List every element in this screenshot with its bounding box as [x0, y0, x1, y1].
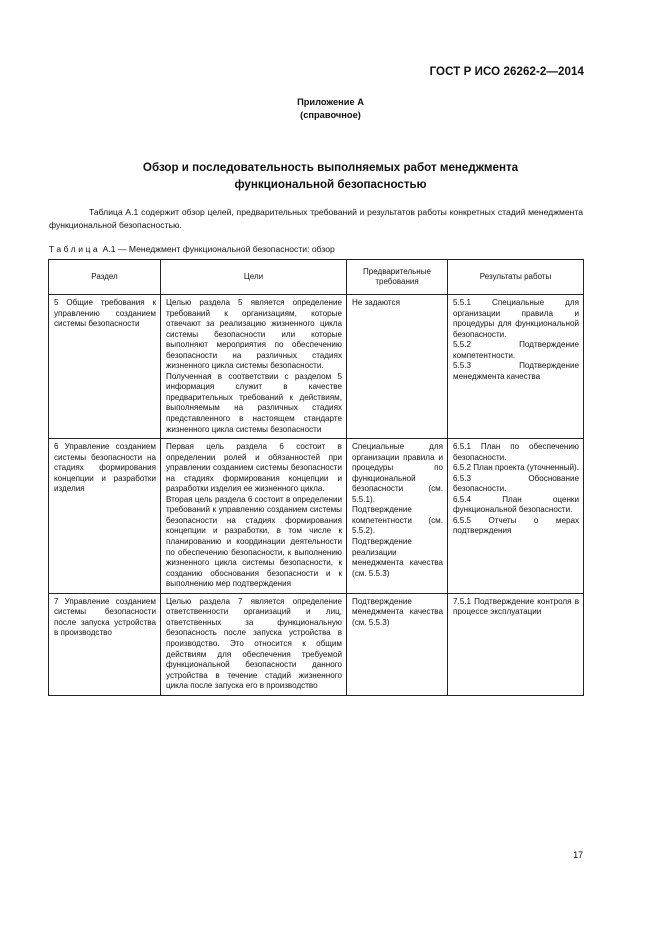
prerequisite-item: Не задаются: [352, 298, 400, 307]
prerequisite-item: Подтверждение менеджмента качества (см. 5.5.3): [352, 596, 443, 627]
goals-cell: [161, 593, 347, 695]
intro-paragraph: Таблица А.1 содержит обзор целей, предварительных требований и результатов работы конкретных стадий менеджмента функциональной безопасностью.: [49, 207, 583, 230]
section-cell: 7 Управление созданием системы безопасности после запуска устройства в производство: [49, 593, 161, 695]
header-section: Раздел: [49, 260, 161, 295]
goal-paragraph: Целью раздела 5 является определение требований к организациям, которые отвечают за реализацию жизненного цикла системы безопасности или которые выполняют мероприятия по обеспечению безопасности на различных стадиях жизненного цикла системы безопасности.: [166, 298, 342, 371]
prerequisite-item: Подтверждение компетентности (см. 5.5.2).: [352, 505, 443, 536]
result-item: 5.5.1 Специальные для организации правила и процедуры для функциональной безопасности.: [453, 298, 579, 339]
prerequisite-item: Подтверждение реализации менеджмента качества (см. 5.5.3): [352, 537, 443, 578]
prerequisites-cell: [347, 295, 448, 439]
section-cell: 6 Управление созданием системы безопасности на стадиях формирования концепции и разработки изделия: [49, 439, 161, 594]
result-item: 5.5.3 Подтверждение менеджмента качества: [453, 361, 579, 381]
result-item: 7.5.1 Подтверждение контроля в процессе эксплуатации: [453, 596, 579, 617]
header-goals: Цели: [161, 260, 347, 295]
page-number: 17: [573, 850, 583, 860]
appendix-heading: [0, 96, 661, 121]
standard-code: ГОСТ Р ИСО 26262-2—2014: [429, 66, 584, 78]
result-item: 6.5.2 План проекта (уточненный).: [453, 463, 579, 473]
page-title: [0, 160, 661, 193]
table-header-row: [49, 260, 584, 295]
prerequisite-item: Специальные для организации правила и процедуры по функциональной безопасности (см. 5.5.1).: [352, 442, 443, 504]
result-item: 6.5.3 Обоснование безопасности.: [453, 473, 579, 494]
goal-paragraph: Целью раздела 7 является определение ответственности организаций и лиц, ответственных за функциональную безопасность после запуска устройства в производство. Это относится к общим действиям для обеспечения требуемой функциональной безопасности данного устройства в течение стадий жизненного цикла после запуска его в производство: [166, 596, 342, 691]
appendix-subtitle: (справочное): [300, 109, 361, 120]
section-cell: 5 Общие требования к управлению созданием системы безопасности: [49, 295, 161, 439]
results-cell: [448, 295, 584, 439]
result-item: 6.5.1 План по обеспечению безопасности.: [453, 442, 579, 462]
results-cell: [448, 593, 584, 695]
prerequisites-cell: [347, 439, 448, 594]
result-item: 5.5.2 Подтверждение компетентности.: [453, 340, 579, 360]
table-caption-prefix: Таблица: [49, 244, 101, 254]
goals-cell: [161, 439, 347, 594]
goal-paragraph: Вторая цель раздела 6 состоит в определении требований к управлению созданием системы безопасности на стадиях формирования концепции и разработки, в том числе к планированию и координации деятельности по обеспечению безопасности, к выполнению жизненного цикла системы безопасности, к созданию обоснования безопасности и к выполнению мер подтверждения: [166, 494, 342, 589]
page-title-line-2: функциональной безопасностью: [234, 177, 427, 191]
header-prerequisites: Предварительные требования: [347, 260, 448, 295]
header-results: Результаты работы: [448, 260, 584, 295]
table-caption-text: А.1 — Менеджмент функциональной безопасности: обзор: [100, 244, 335, 254]
table-row: [49, 593, 584, 695]
table-row: [49, 295, 584, 439]
table-row: [49, 439, 584, 594]
result-item: 6.5.4 План оценки функциональной безопасности.: [453, 494, 579, 515]
prerequisites-cell: [347, 593, 448, 695]
results-cell: [448, 439, 584, 594]
goal-paragraph: Полученная в соответствии с разделом 5 информация служит в качестве предварительных требований к действиям, выполняемым на различных стадиях представленного в настоящем стандарте жизненного цикла системы безопасности: [166, 371, 342, 434]
overview-table: [48, 259, 584, 696]
goal-paragraph: Первая цель раздела 6 состоит в определении ролей и обязанностей при управлении созданием системы безопасности на стадиях формирования концепции и разработки изделия ее жизненного цикла.: [166, 442, 342, 494]
result-item: 6.5.5 Отчеты о мерах подтверждения: [453, 515, 579, 536]
appendix-title: Приложение А: [297, 97, 364, 107]
page-title-line-1: Обзор и последовательность выполняемых работ менеджмента: [142, 161, 519, 174]
goals-cell: [161, 295, 347, 439]
table-caption: [49, 244, 335, 254]
